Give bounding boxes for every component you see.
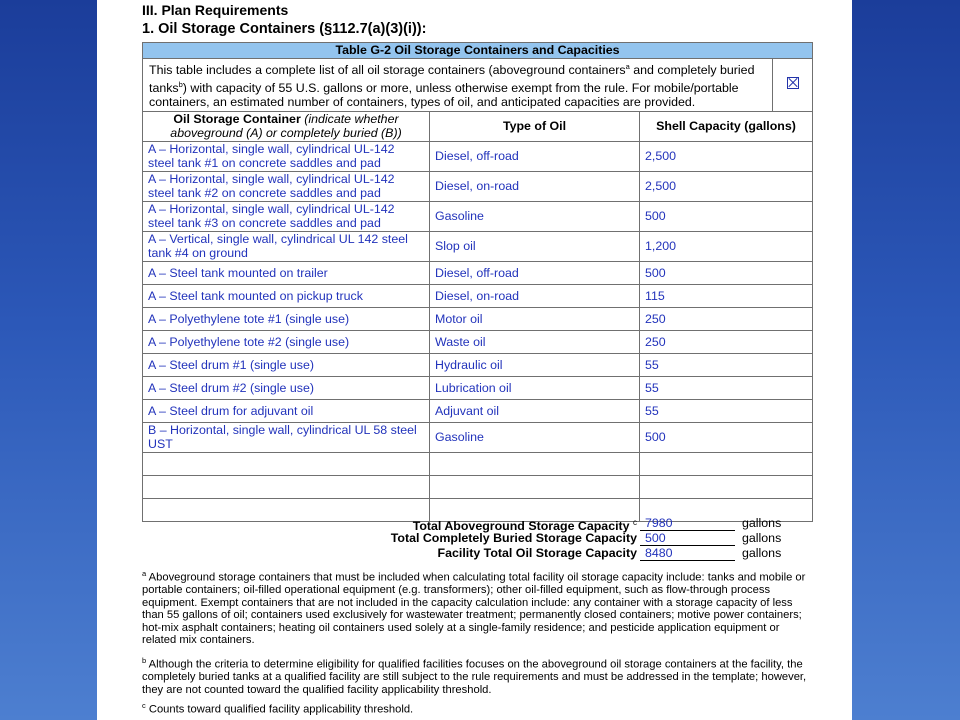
cell-container: A – Polyethylene tote #2 (single use): [143, 330, 430, 353]
cell-oil-type: Diesel, on-road: [430, 171, 640, 201]
cell-oil-type: Adjuvant oil: [430, 399, 640, 422]
cell-oil-type: Slop oil: [430, 231, 640, 261]
total-value-field[interactable]: 8480: [640, 546, 735, 561]
cell-capacity: 500: [640, 261, 813, 284]
total-unit: gallons: [742, 516, 782, 530]
empty-cell: [143, 475, 430, 498]
cell-capacity: 500: [640, 201, 813, 231]
empty-cell: [640, 475, 813, 498]
subsection-heading: 1. Oil Storage Containers (§112.7(a)(3)(i)):: [142, 21, 427, 37]
table-row: [143, 376, 813, 399]
cell-container: A – Vertical, single wall, cylindrical UL 142 steel tank #4 on ground: [143, 231, 430, 261]
cell-oil-type: Diesel, on-road: [430, 284, 640, 307]
table-row: [143, 201, 813, 231]
cell-capacity: 250: [640, 330, 813, 353]
table-row: [143, 141, 813, 171]
table-row: [143, 399, 813, 422]
cell-oil-type: Waste oil: [430, 330, 640, 353]
table-row: [143, 284, 813, 307]
table-row: [143, 422, 813, 452]
total-unit: gallons: [742, 546, 782, 560]
intro-checkbox-cell: [773, 59, 813, 112]
footnote-a: $^a$ Aboveground storage containers that must be included when calculating total facility oil storage capacity include: tanks and mobile or portable containers; oil-filled operational equipment (e.g. transformers); other oil-filled equipment, such as flow-through process equipment. Exempt containers that are not included in the capacity calculation include: any container with a storage capacity of less than 55 gallons of oil; containers used exclusively for wastewater treatment; permanently closed containers; motive power containers; hot-mix asphalt containers; heating oil containers used solely at a single-family residence; and pesticide application equipment or related mix containers.: [142, 569, 806, 647]
cell-container: A – Horizontal, single wall, cylindrical UL-142 steel tank #1 on concrete saddles and pad: [143, 141, 430, 171]
cell-container: A – Steel drum for adjuvant oil: [143, 399, 430, 422]
table-row: [143, 330, 813, 353]
cell-container: A – Steel drum #2 (single use): [143, 376, 430, 399]
cell-capacity: 55: [640, 399, 813, 422]
oil-storage-table: [142, 42, 813, 522]
total-value-field[interactable]: 500: [640, 531, 735, 546]
total-label: Total Aboveground Storage Capacity $^c$: [412, 518, 637, 534]
total-line: [97, 546, 852, 561]
empty-cell: [430, 452, 640, 475]
cell-capacity: 1,200: [640, 231, 813, 261]
footnote-b: $^b$ Although the criteria to determine eligibility for qualified facilities focuses on the aboveground oil storage containers at the facility, the completely buried tanks at a qualified facility are still subject to the rule requirements and must be addressed in the template; however, they are not counted toward the qualified facility applicability threshold.: [142, 656, 807, 696]
cell-capacity: 2,500: [640, 171, 813, 201]
total-value-field[interactable]: 7980: [640, 516, 735, 531]
header-container: Oil Storage Container (indicate whether aboveground (A) or completely buried (B)): [143, 111, 430, 141]
empty-cell: [430, 475, 640, 498]
total-line: [97, 516, 852, 534]
cell-container: A – Horizontal, single wall, cylindrical UL-142 steel tank #3 on concrete saddles and pad: [143, 201, 430, 231]
cell-capacity: 250: [640, 307, 813, 330]
table-row: [143, 353, 813, 376]
cell-container: A – Steel tank mounted on trailer: [143, 261, 430, 284]
cell-capacity: 55: [640, 353, 813, 376]
cell-container: A – Polyethylene tote #1 (single use): [143, 307, 430, 330]
table-title: Table G-2 Oil Storage Containers and Capacities: [143, 43, 813, 59]
empty-table-row: [143, 452, 813, 475]
table-row: [143, 307, 813, 330]
cell-container: A – Steel drum #1 (single use): [143, 353, 430, 376]
empty-cell: [640, 452, 813, 475]
cell-oil-type: Gasoline: [430, 201, 640, 231]
table-header-row: [143, 111, 813, 141]
cell-capacity: 115: [640, 284, 813, 307]
table-row: [143, 261, 813, 284]
table-intro: This table includes a complete list of all oil storage containers (aboveground containers$^a$ and completely buried tanks$^b$) with capacity of 55 U.S. gallons or more, unless otherwise exempt from the rule. For mobile/portable containers, an estimated number of containers, types of oil, and anticipated capacities are provided.: [143, 59, 773, 112]
cell-capacity: 55: [640, 376, 813, 399]
cell-container: B – Horizontal, single wall, cylindrical UL 58 steel UST: [143, 422, 430, 452]
footnote-c: $^c$ Counts toward qualified facility applicability threshold.: [142, 701, 414, 716]
empty-cell: [143, 452, 430, 475]
header-type: Type of Oil: [430, 111, 640, 141]
total-label: Total Completely Buried Storage Capacity: [390, 531, 637, 545]
table-row: [143, 171, 813, 201]
cell-capacity: 500: [640, 422, 813, 452]
total-line: [97, 531, 852, 546]
cell-oil-type: Diesel, off-road: [430, 141, 640, 171]
table-row: [143, 231, 813, 261]
total-label: Facility Total Oil Storage Capacity: [437, 546, 637, 560]
cell-oil-type: Diesel, off-road: [430, 261, 640, 284]
cell-oil-type: Lubrication oil: [430, 376, 640, 399]
document-page: [97, 0, 852, 720]
cell-oil-type: Gasoline: [430, 422, 640, 452]
total-unit: gallons: [742, 531, 782, 545]
cell-container: A – Horizontal, single wall, cylindrical UL-142 steel tank #2 on concrete saddles and pad: [143, 171, 430, 201]
section-heading: III. Plan Requirements: [142, 2, 289, 18]
header-capacity: Shell Capacity (gallons): [640, 111, 813, 141]
cell-container: A – Steel tank mounted on pickup truck: [143, 284, 430, 307]
empty-table-row: [143, 475, 813, 498]
cell-capacity: 2,500: [640, 141, 813, 171]
cell-oil-type: Hydraulic oil: [430, 353, 640, 376]
cell-oil-type: Motor oil: [430, 307, 640, 330]
checked-checkbox[interactable]: [787, 77, 799, 89]
